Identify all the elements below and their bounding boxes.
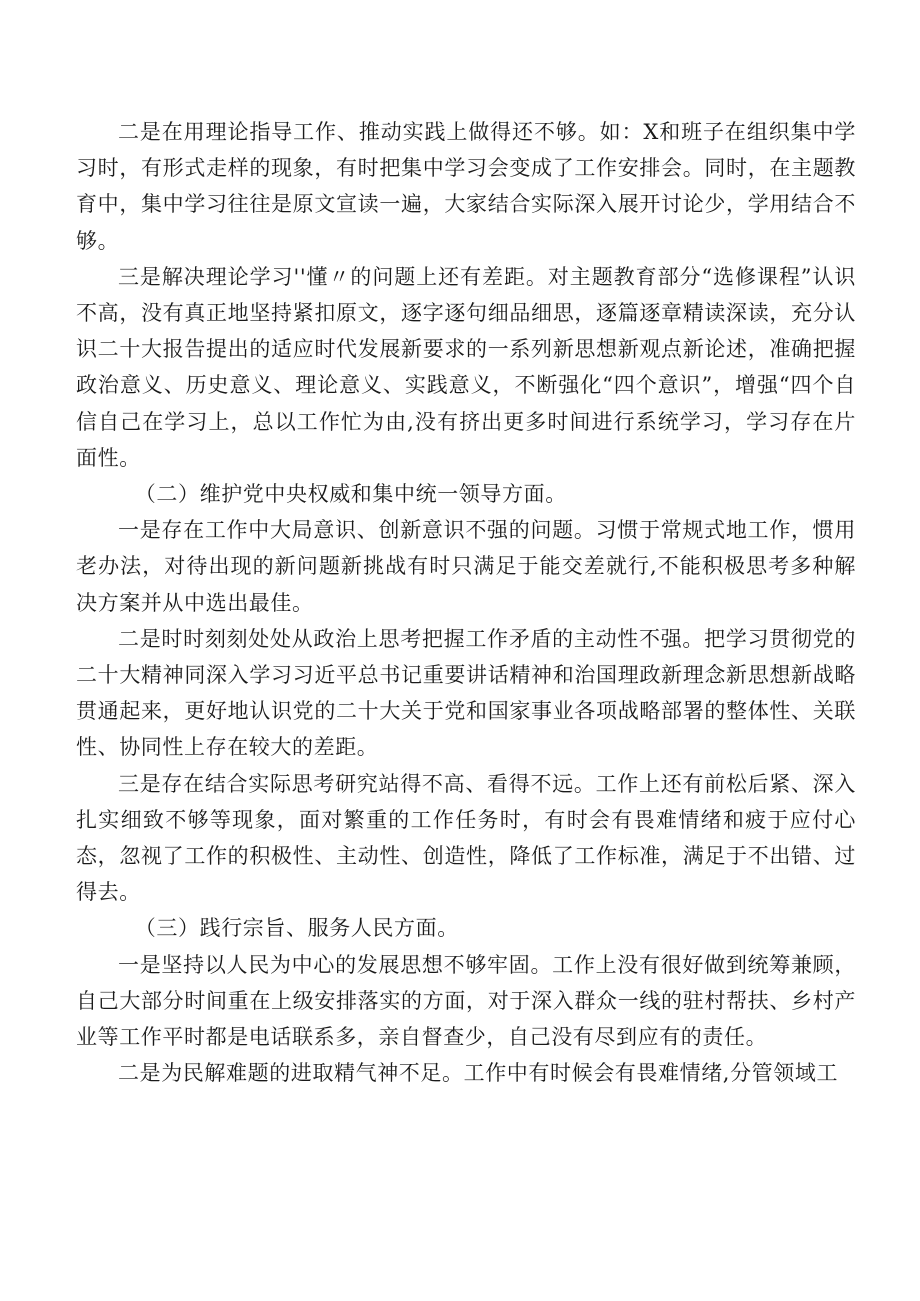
paragraph-political-initiative: 二是时时刻刻处处从政治上思考把握工作矛盾的主动性不强。把学习贯彻党的二十大精神同深入学习习近平总书记重要讲话精神和治国理政新理念新思想新战略贯通起来，更好地认识党的二十大关于党和国家事业各项战略部署的整体性、关联性、协同性上存在较大的差距。	[76, 626, 856, 760]
paragraph-theory-practice: 二是在用理论指导工作、推动实践上做得还不够。如：X和班子在组织集中学习时，有形式走样的现象，有时把集中学习会变成了工作安排会。同时，在主题教育中，集中学习往往是原文宣读一遍，大家结合实际深入展开讨论少，学用结合不够。	[76, 120, 856, 253]
paragraph-theory-understanding: 三是解决理论学习''懂〃的问题上还有差距。对主题教育部分“选修课程”认识不高，没有真正地坚持紧扣原文，逐字逐句细品细思，逐篇逐章精读深读，充分认识二十大报告提出的适应时代发展新要求的一系列新思想新观点新论述，准确把握政治意义、历史意义、理论意义、实践意义，不断强化“四个意识”，增强“四个自信自己在学习上，总以工作忙为由,没有挤出更多时间进行系统学习，学习存在片面性。	[76, 264, 856, 470]
paragraph-overall-awareness: 一是存在工作中大局意识、创新意识不强的问题。习惯于常规式地工作，惯用老办法，对待出现的新问题新挑战有时只满足于能交差就行,不能积极思考多种解决方案并从中选出最佳。	[76, 518, 856, 615]
paragraph-practical-research: 三是存在结合实际思考研究站得不高、看得不远。工作上还有前松后紧、深入扎实细致不够等现象，面对繁重的工作任务时，有时会有畏难情绪和疲于应付心态，忽视了工作的积极性、主动性、创造性，降低了工作标准，满足于不出错、过得去。	[76, 771, 856, 905]
section-heading-2: （二）维护党中央权威和集中统一领导方面。	[134, 482, 567, 507]
paragraph-solving-problems: 二是为民解难题的进取精气神不足。工作中有时候会有畏难情绪,分管领域工	[118, 1061, 839, 1086]
paragraph-people-centered: 一是坚持以人民为中心的发展思想不够牢固。工作上没有很好做到统筹兼顾，自己大部分时间重在上级安排落实的方面，对于深入群众一线的驻村帮扶、乡村产业等工作平时都是电话联系多，亲自督查少，自己没有尽到应有的责任。	[76, 952, 856, 1050]
section-heading-3: （三）践行宗旨、服务人民方面。	[134, 916, 459, 941]
document-body	[76, 114, 856, 1091]
